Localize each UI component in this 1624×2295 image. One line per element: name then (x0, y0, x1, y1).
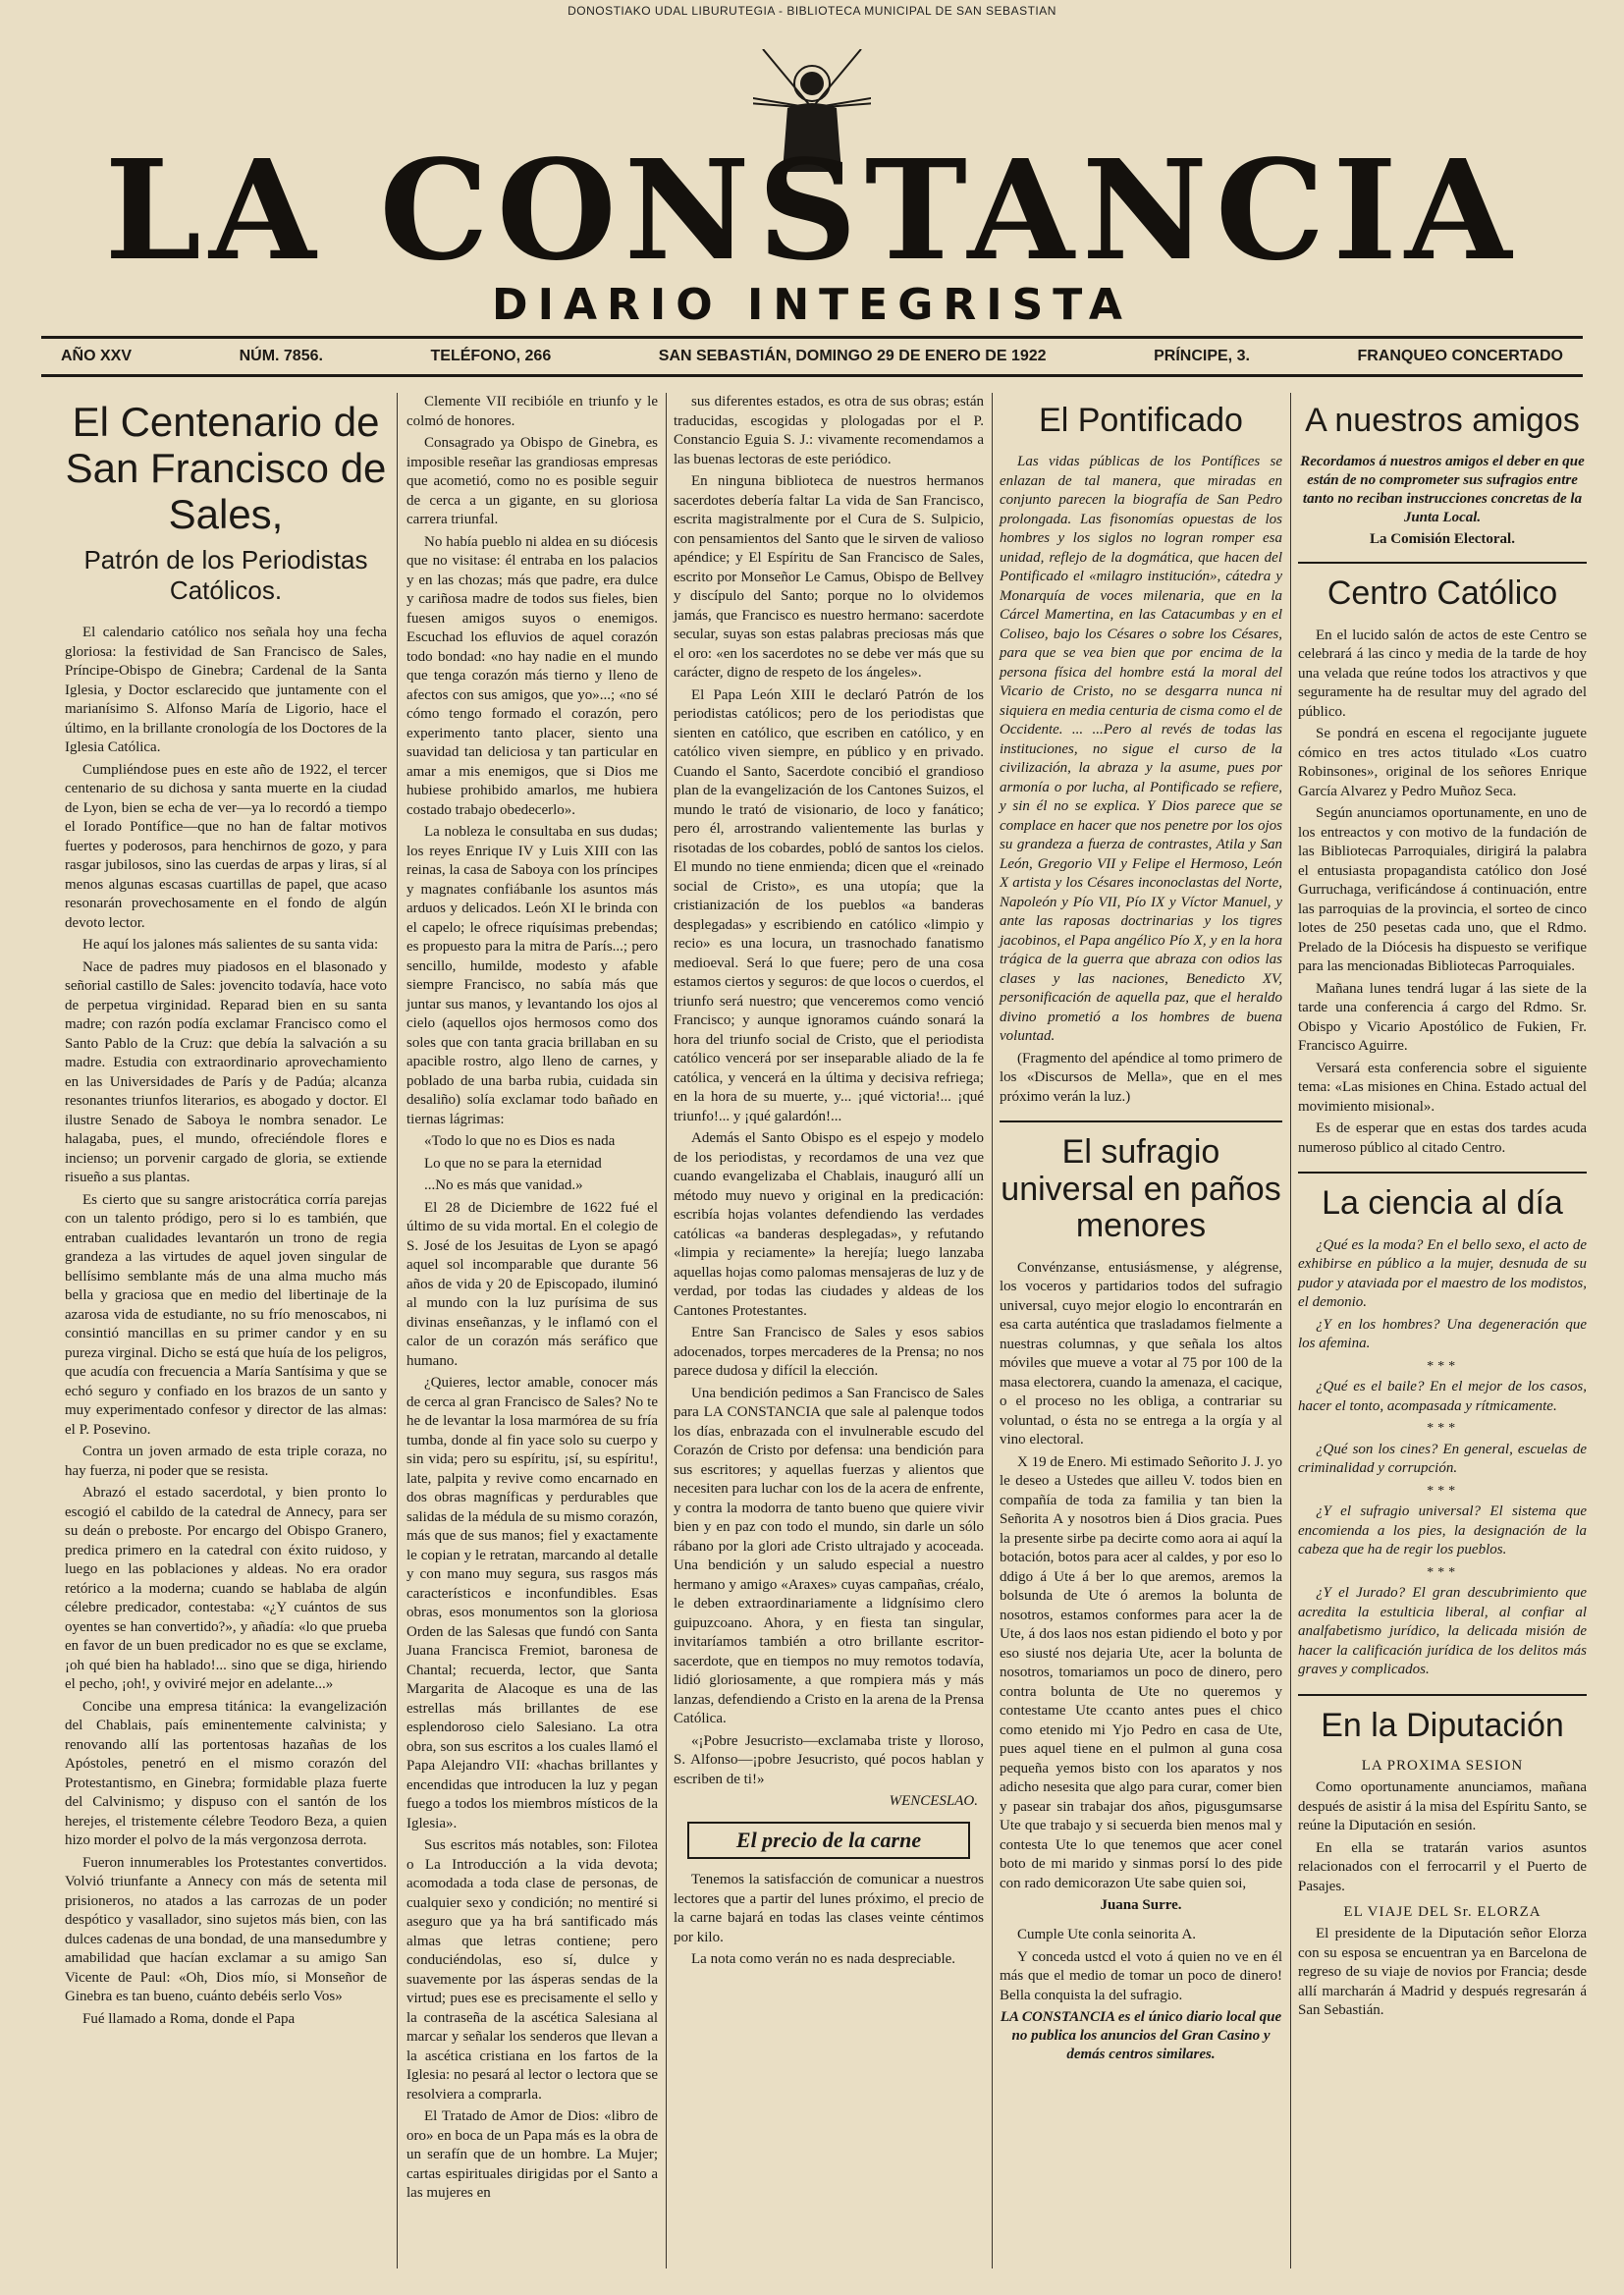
stars-divider: *** (1426, 1421, 1459, 1437)
section-title: Centro Católico (1326, 574, 1558, 613)
column-rule (992, 393, 993, 2268)
paragraph: Abrazó el estado sacerdotal, y bien pronto lo escogió el cabildo de la catedral de Annecy, para ser su deán o preboste. Por encargo del Obispo Granero, predica primero en la catedral con éxito ruidoso, y luego en las poblaciones y aldeas. No era orador retórico a la moderna; cuando se hablaba de algún célebre predicador, contestaba: «¿Y cuántos de sus oyentes se han convertido?», y añadía: «lo que prueba en favor de un buen predicador no es que se exclame, ¡oh qué bien ha hablado!... sino que se diga, hiriendo el pecho, ¡oh!, y oviviré mejor en adelante...» (65, 1485, 387, 1693)
column-3 (668, 393, 990, 2278)
issue-year: AÑO XXV (61, 348, 133, 364)
article-body (1298, 1236, 1587, 1680)
qa-item: ¿Qué es el baile? En el mejor de los casos, hacer el tonto, acompasada y rítmicamente. (1298, 1379, 1587, 1414)
issue-date: SAN SEBASTIÁN, DOMINGO 29 DE ENERO DE 1922 (658, 348, 1047, 364)
paragraph: Versará esta conferencia sobre el siguiente tema: «Las misiones en China. Estado actual del movimiento misional». (1298, 1060, 1587, 1115)
verse-line: ...No es más que vanidad.» (424, 1177, 583, 1193)
paragraph: El calendario católico nos señala hoy una fecha gloriosa: la festividad de San Francisco de Sales, Príncipe-Obispo de Ginebra; Cardenal de la Santa Iglesia, y Doctor esclarecido que juntamente con el marianísimo S. Alfonso María de Ligorio, hace el último, en la brillante cronología de los Doctores de la Iglesia Católica. (65, 625, 387, 756)
column-2 (401, 393, 664, 2278)
qa-item: ¿Y el Jurado? El gran descubrimiento que acredita la estulticia liberal, al confiar al analfabetismo jurídico, la delicada misión de hacer la calificación jurídica de los delitos más graves y complicados. (1298, 1585, 1587, 1678)
column-rule (1290, 393, 1291, 2268)
paragraph: Concibe una empresa titánica: la evangelización del Chablais, país eminentemente calvinista; y renovando allí las portentosas hazañas de los Apóstoles, penetró en el mismo corazón del Protestantismo, en Ginebra; formidable plaza fuerte del Calvinismo; y dispuso con el santón de los herejes, el tristemente célebre Teodoro Beza, a quien hizo morder el polvo de la más vergonzosa derrota. (65, 1698, 387, 1849)
article-body (1298, 1925, 1587, 2021)
notice: LA CONSTANCIA es el único diario local que no publica los anuncios del Gran Casino y demás centros similares. (1000, 2009, 1282, 2063)
article-subtitle: Patrón de los Periodistas Católicos. (83, 545, 368, 606)
qa-item: ¿Qué es la moda? En el bello sexo, el acto de exhibirse en público a la mujer, desnuda de su pudor y ataviada por el maestro de los modistos, el demonio. (1298, 1236, 1587, 1311)
column-rule (397, 393, 398, 2268)
section-divider (1298, 1172, 1587, 1174)
verse-line: «Todo lo que no es Dios es nada (424, 1133, 616, 1149)
paragraph: En ella se tratarán varios asuntos relacionados con el ferrocarril y el Puerto de Pasajes. (1298, 1839, 1587, 1894)
paragraph: El Papa León XIII le declaró Patrón de los periodistas católicos; pero de los periodistas que sienten en católico, que escriben en católico, y en católico viven siempre, en público y en privado. Cuando el Santo, Sacerdote concibió el grandioso plan de la evangelización de los Cantones Suizos, el mundo le trató de visionario, de loco y fanático; pero él, arrostrando valientemente las burlas y risotadas de los cobardes, pobló de santos los cielos. El mundo no tiene enmienda; dicen que el «reinado social de Cristo», es una utopía; que la cristianización de los pueblos «a banderas desplegadas» y escribiendo en católico «limpio y recio» es una locura, un trasnochado fanatismo medioeval. Será lo que fuere; pero de una cosa estamos ciertos y seguros: de que locos o cuerdos, el triunfo será nuestro; que venceremos como venció Francisco; y aunque ignoramos cuándo sonará la hora del triunfo social de Cristo, que el periodista católico vencerá por ser inseparable aliado de la fe católica, y vencerá en la última y decisiva refriega; en la hora de su muerte, y... ¡qué victoria!... ¡qué triunfo!... y ¡qué galardón!... (674, 686, 984, 1124)
article-body (1000, 1050, 1282, 1108)
column-5 (1292, 393, 1593, 2278)
paragraph: He aquí los jalones más salientes de su santa vida: (82, 937, 379, 954)
paragraph: No había pueblo ni aldea en su diócesis que no visitase: él entraba en los palacios y en las chozas; más que padre, era dulce y cariñosa madre de todos sus fieles, bien fuesen amigos suyos o enemigos. Escuchad los efluvios de aquel corazón todo bondad: «no hay nadie en el mundo que tenga corazón más tierno y lleno de afectos con sus amigos, que yo»...; «no sé cómo tengo formado el corazón, pero experimento tanto placer, siento una suavidad tan deliciosa y tan particular en amar a mis enemigos, que si Dios me hubiese prohibido amarlos, me hubiera costado trabajo obedecerlo». (406, 533, 658, 818)
paragraph: Es de esperar que en estas dos tardes acuda numeroso público al citado Centro. (1298, 1120, 1587, 1156)
paragraph: Fueron innumerables los Protestantes convertidos. Volvió triunfante a Annecy con más de setenta mil prisioneros, no atados a las carrozas de un poder despótico y vasallador, sino sujetos más bien, con las dulces cadenas de una bondad, de una mansedumbre y amabilidad que hacían exclamar a su amigo San Vicente de Paul: «Oh, Dios mío, si Monseñor de Ginebra es tan bueno, cuánto debéis serlo Vos» (65, 1854, 387, 2005)
paragraph: La nobleza le consultaba en sus dudas; los reyes Enrique IV y Luis XIII con las reinas, la casa de Saboya con los príncipes y magnates confiábanle los asuntos más arduos y delicados. León XI le brinda con el capelo; le ofrece riquísimas prebendas; es propuesto para la mitra de París...; pero sencillo, humilde, modesto y afable siempre Francisco, no sabía más que juntar sus manos, y levantando los ojos al cielo (aquellos ojos hermosos como dos soles que con tanta gracia brillaban en su apacible rostro, algo lleno de carnes, y poblado de una barba rubia, cuidada sin desaliño) solía exclamar todo bañado en tiernas lágrimas: (406, 824, 658, 1127)
article-signature: WENCESLAO. (889, 1793, 978, 1809)
newspaper-title: LA CONSTANCIA (104, 131, 1520, 292)
footnote: (Fragmento del apéndice al tomo primero de los «Discursos de Mella», que en el mes próximo verán la luz.) (1000, 1050, 1282, 1105)
article-body (65, 624, 387, 2029)
paragraph: Clemente VII recibióle en triunfo y le colmó de honores. (406, 394, 658, 429)
article-title: El Centenario de San Francisco de Sales, (65, 399, 387, 538)
column-4 (994, 393, 1288, 2278)
section-title-box: El precio de la carne (687, 1822, 970, 1859)
paragraph: Cumpliéndose pues en este año de 1922, el tercer centenario de su dichosa y santa muerte en la ciudad de Lyon, bien se echa de ver—ya lo recordó a tiempo el Iorado Pontífice—que no han de faltar motivos fuertes y poderosos, para henchirnos de gozo, y para rasgar jubilosos, sino las cuerdas de arpas y liras, sí al menos algunas escasas cuartillas de papel, que acaso resonarán provechosamente en el fondo de algún devoto lector. (65, 761, 387, 931)
article-body (674, 393, 984, 1789)
section-title: La ciencia al día (1322, 1184, 1563, 1223)
qa-item: ¿Qué son los cines? En general, escuelas de criminalidad y corrupción. (1298, 1441, 1587, 1477)
paragraph: Como oportunamente anunciamos, mañana después de asistir á la misa del Espíritu Santo, se reúne la Diputación en sesión. (1298, 1779, 1587, 1834)
archive-header-notice: DONOSTIAKO UDAL LIBURUTEGIA - BIBLIOTECA MUNICIPAL DE SAN SEBASTIAN (568, 4, 1056, 18)
paragraph: sus diferentes estados, es otra de sus obras; están traducidas, escogidas y plologadas por el P. Constancio Eguia S. J.: vivamente recomendamos a las buenas lectoras de este periódico. (674, 394, 984, 467)
article-body (1000, 453, 1282, 1047)
stars-divider: *** (1426, 1483, 1459, 1499)
paragraph: Según anunciamos oportunamente, en uno de los entreactos y con motivo de la fundación de las Bibliotecas Parroquiales, dirigirá la palabra el entusiasta propagandista católico don José Gurruchaga, verificándose á continuación, entre las parroquias de la provincia, el sorteo de cinco lotes de 250 pesetas cada uno, que el Rdmo. Prelado de la Diócesis ha dispuesto se verifique para las mencionadas Bibliotecas Parroquiales. (1298, 805, 1587, 975)
paragraph: La nota como verán no es nada despreciable. (691, 1951, 956, 1967)
paragraph: Mañana lunes tendrá lugar á las siete de la tarde una conferencia á cargo del Rdmo. Sr. Obispo y Vicario Apostólico de Fukien, Fr. Francisco Aguirre. (1298, 980, 1587, 1055)
paragraph: Cumple Ute conla seinorita A. (1017, 1927, 1197, 1943)
subsection-title: LA PROXIMA SESION (1361, 1758, 1524, 1775)
letter-signature: Juana Surre. (1100, 1897, 1182, 1914)
masthead (39, 39, 1585, 334)
paragraph: Y conceda ustcd el voto á quien no ve en él más que el medio de tomar un poco de dinero! Bella conquista la del sufragio. (1000, 1948, 1282, 2003)
notice: Recordamos á nuestros amigos el deber en que están de no comprometer sus sufragios entre tanto no reciban instrucciones concretas de la Junta Local. (1300, 454, 1585, 526)
notice-signature: La Comisión Electoral. (1370, 531, 1515, 548)
paragraph: El presidente de la Diputación señor Elorza con su esposa se encuentran ya en Barcelona de regreso de su viaje de novios por Francia; desde allí marcharán á Madrid y después regresarán á San Sebastián. (1298, 1926, 1587, 2019)
article-body (406, 393, 658, 2204)
section-title: A nuestros amigos (1305, 402, 1580, 439)
paragraph: Las vidas públicas de los Pontífices se enlazan de tal manera, que miradas en conjunto parecen la biografía de San Pedro prolongada. Las fisonomías opuestas de los hombres y los siglos no logran romper esa unidad, reflejo de la dogmática, que hacen del Pontificado el «milagro institución», cátedra y Monarquía de voces milenaria, que en la Cárcel Mamertina, en las Catacumbas y en el Coliseo, bajo los Césares o sobre los Césares, para que se vea bien que por encima de la persona física del hombre está la moral del Vicario de Cristo, no se desgarra nunca ni siquiera en media centuria de cisma como el de Occidente. ... ...Pero al revés de todas las instituciones, no sigue el curso de la civilización, la abraza y la asume, pues por armonía o por lucha, al Pontificado se refiere, y sin él no se explica. Y Dios parece que se complace en hacer que nos penetre por los ojos su grandeza a fuerza de contrastes, Atila y San León, Gregorio VII y Felipe el Hermoso, León X artista y los Césares inconoclastas del Norte, Napoleón y Pío VII, Pío IX y Víctor Manuel, y ante las raposas doctrinarias y los tigres jacobinos, el Papa angélico Pío X, y en la hora trágica de la guerra que abraza con odios las clases y las naciones, Benedicto XV, personificación de aquella paz, que el heraldo divino prometió a los hombres de buena voluntad. (1000, 454, 1282, 1045)
paragraph: Fué llamado a Roma, donde el Papa (82, 2010, 296, 2027)
paragraph: X 19 de Enero. Mi estimado Señorito J. J. yo le deseo a Ustedes que ailleu V. todos bien en compañía de toda za familia y tan bien la Señorita A y nosotros bien á Dios gracia. Pues la presente sirbe pa decirte como aora ai aquí la botación, botos para acer al caldes, y por eso lo ddigo á Ute á ber lo que aremos, aremos la bolsunda de Ute ó aremos la bolunta de nosotros, estamos conformes para acer la de Ute, á dos laos nos estan pidiendo el boto y por eso siusté nos dejaria Ute, acer la bolunta de nosotros, tomariamos un poco de dinero, pero contra bolunta de Ute no queremos y contestame Ute ccanto antes pues el chico como etenido mi Yjo Pedro en casa de Ute, pues aquel tiene en el pulmon al guna cosa pequeña yemos bisto con los aparatos y nos adicho nesesita que algo para curar, comer bien y pasear sin trabajar dos años, pigusgumsarse Ute que trabajo y si secuerda bien menos mal y contesta Ute lo que tenemos que acer conel boto de mi marido y sinmas porsí lo des pide con rado demicorazon Ute sabe quien soi, (1000, 1453, 1282, 1891)
section-divider (1298, 562, 1587, 564)
paragraph: Se pondrá en escena el regocijante juguete cómico en tres actos titulado «Los cuatro Robinsones», original de los señores Enrique García Alvarez y Pedro Muñoz Seca. (1298, 726, 1587, 799)
stars-divider: *** (1426, 1358, 1459, 1374)
paragraph: ¿Quieres, lector amable, conocer más de cerca al gran Francisco de Sales? No te he de levantar la losa marmórea de su fría tumba, donde al fin yace solo su cuerpo y sin vida; pero su espíritu, ¡sí, su espíritu!, late, palpita y revive como encarnado en dos obras magníficas y perdurables que salidas de la médula de su mismo corazón, más que de sus manos; fiel y exactamente le copian y le retratan, marcando al detalle y con mano muy segura, sus rasgos más característicos e inconfundibles. Esas obras, esos monumentos son la gloriosa Orden de las Salesas que fundó con Santa Juana Francisca Fremiot, baronesa de Chantal; recuerda, lector, que Santa Margarita de Alacoque es una de las estrellas más brillantes de ese esplendoroso cielo Salesiano. La otra obra, son sus escritos a los cuales llamó el Papa Alejandro VII: «hachas brillantes y encendidas que introducen la luz y pegan fuego a todos los miembros místicos de la Iglesia». (406, 1375, 658, 1831)
issue-postage: FRANQUEO CONCERTADO (1357, 348, 1563, 364)
issue-info-bar (41, 336, 1583, 377)
column-rule (666, 393, 667, 2268)
qa-item: ¿Y el sufragio universal? El sistema que encomienda a los pies, la designación de la cabeza que ha de regir los pueblos. (1298, 1503, 1587, 1558)
paragraph: Una bendición pedimos a San Francisco de Sales para LA CONSTANCIA que sale al palenque todos los días, enbrazada con el invulnerable escudo del Corazón de Cristo por defensa: una bendición para sus escritores; y aquellas fuerzas y alientos que necesiten para luchar con los de la acera de enfrente, y contra la modorra de tanto bueno que quiere vivir bien y en paz con todo el mundo, sin darle un sólo rábano por la glori ade Cristo ultrajado y acoceada. Una bendición y un saludo especial a nuestro hermano y amigo «Araxes» cuyas campañas, créalo, le deben extraordinariamente a lidgnísimo clero guipuzcoano. Ahora, y en fiesta tan singular, invitaríamos también a otro brillante escritor-sacerdote, que en tiempos no muy remotos todavía, lidió gloriosamente, a que rompiera más y más lanzas, defendiendo a Cristo en la arena de la Prensa Católica. (674, 1385, 984, 1726)
paragraph: Sus escritos más notables, son: Filotea o La Introducción a la vida devota; acomodada a toda clase de personas, de cualquier sexo y condición; no mentiré si aseguro que ya ha brá santificado más almas que letras contiene; pero conduciéndolas, eso sí, dulce y suavemente por las ásperas sendas de la virtud; pues ese es precisamente el sello y la contraseña de la ascética Salesiana al marcar y señalar los senderos que llevan a la ascética cristiana en los fartos de la Iglesia: no pesará al lector o lectora que se resolviera a comprarla. (406, 1837, 658, 2103)
issue-phone: TELÉFONO, 266 (430, 348, 552, 364)
paragraph: Entre San Francisco de Sales y esos sabios adocenados, torpes mercaderes de la Prensa; no nos parece dudosa y difícil la elección. (674, 1325, 984, 1379)
paragraph: Consagrado ya Obispo de Ginebra, es imposible reseñar las grandiosas empresas que acometió, como no es posible seguir de cerca a un gigante, en su gloriosa carrera triunfal. (406, 435, 658, 527)
paragraph: Contra un joven armado de esta triple coraza, no hay fuerza, ni poder que se resista. (65, 1444, 387, 1479)
paragraph: Convénzanse, entusiásmense, y alégrense, los voceros y partidarios todos del sufragio universal, cuyo mejor elogio lo encontrarán en esa carta auténtica que trasladamos fielmente a nuestras columnas, y que señala los altos móviles que mueve a votar al 75 por 100 de la masa electorera, cuando la amenaza, el cacique, o el proceso no les obliga, a contrariar su voluntad, o ésta no se entrega a la orgía y al vino electoral. (1000, 1259, 1282, 1448)
issue-address: PRÍNCIPE, 3. (1154, 348, 1250, 364)
issue-number: NÚM. 7856. (239, 348, 323, 364)
section-divider (1000, 1120, 1282, 1122)
paragraph: «¡Pobre Jesucristo—exclamaba triste y lloroso, S. Alfonso—¡pobre Jesucristo, qué pocos hablan y escriben de ti!» (674, 1732, 984, 1787)
subsection-title: EL VIAJE DEL Sr. ELORZA (1343, 1904, 1542, 1921)
section-title: El sufragio universal en paños menores (1001, 1133, 1281, 1245)
article-body (1298, 1778, 1587, 1896)
article-body (674, 1871, 984, 1970)
paragraph: Tenemos la satisfacción de comunicar a nuestros lectores que a partir del lunes próximo, el precio de la carne bajará en todas las clases veinte céntimos por kilo. (674, 1872, 984, 1945)
paragraph: Nace de padres muy piadosos en el blasonado y señorial castillo de Sales: jovencito todavía, hace voto de perpetua virginidad. Reparad bien en su santa madre; con razón podía exclamar Francisco como el Santo Pablo de la Cruz: que debía la salvación a su madre. Estudia con extraordinario aprovechamiento en las Universidades de París y de Padúa; alcanza resonantes triunfos literarios, es abogado y doctor. El ilustre Senado de Saboya le nombra senador. Le halagaba, pues, el mundo, ofreciéndole flores e incienso; un porvenir cargado de gloria, se extiende risueño a sus plantas. (65, 958, 387, 1186)
paragraph: El Tratado de Amor de Dios: «libro de oro» en boca de un Papa más es la obra de un serafín que de un hombre. La Mujer; cartas espirituales dirigidas por el Santo a las mujeres en (406, 2108, 658, 2201)
newspaper-subtitle: DIARIO INTEGRISTA (492, 280, 1132, 330)
stars-divider: *** (1426, 1564, 1459, 1580)
section-title: En la Diputación (1321, 1706, 1564, 1744)
paragraph: Es cierto que su sangre aristocrática corría parejas con un talento pródigo, pero si lo es también, que entraban cualidades levantarón un trono de regia grandeza a las virtudes de aquel joven singular de bellísimo semblante más de una alma mucho más bella y graciosa que en medio del libertinaje de la azarosa vida de estudiante, no su frío menoscabos, ni consintió mancillas en su primer candor y en su pureza virginal. Dicho se está que huía de los peligros, que acudía con frecuencia a María Santísima y que se echó seguro y confiado en los brazos de un santo y muy experimentado confesor y director de las almas: el P. Posevino. (65, 1191, 387, 1438)
paragraph: Además el Santo Obispo es el espejo y modelo de los periodistas, y recordamos de una vez que cuando evangelizaba el Chablais, inauguró allí un método muy nuevo y original en la predicación: escribía hojas volantes defendiendo las verdades católicas «a banderas desplegadas», y refutando «limpia y reciamente» la herejía; luego lanzaba aquellas hojas como palomas mensajeras de luz y de verdad, por todas las ciudades y aldeas de los Cantones Protestantes. (674, 1130, 984, 1319)
paragraph: En ninguna biblioteca de nuestros hermanos sacerdotes debería faltar La vida de San Francisco, escrita magistralmente por el Cura de S. Sulpicio, con pensamientos del Santo que le sirven de valioso apéndice; y El Espíritu de San Francisco de Sales, escrito por Monseñor Le Camus, Obispo de Bellvey y discípulo del Santo; porque no lo olvidemos jamás, que Francisco es nuestro hermano: sacerdote secular, suyas son estas palabras preciosas más que el oro: «en los sacerdotes no se debe ver más que su carácter, digno de respeto de los ángeles». (674, 473, 984, 681)
section-title: El Pontificado (1039, 402, 1243, 439)
article-body (1000, 1926, 1282, 2005)
paragraph: En el lucido salón de actos de este Centro se celebrará á las cinco y media de la tarde de hoy una velada que reúne todos los atractivos y que seguramente ha de resultar muy del agrado del público. (1298, 627, 1587, 720)
section-divider (1298, 1694, 1587, 1696)
paragraph: El 28 de Diciembre de 1622 fué el último de su vida mortal. En el colegio de S. José de los Jesuitas de Lyon se apagó aquel sol incomparable que durante 56 años de vida y 20 de Episcopado, iluminó al mundo con la luz purísima de sus divinas enseñanzas, y le inflamó con el calor de un corazón más seráfico que humano. (406, 1199, 658, 1369)
article-body (1298, 627, 1587, 1159)
qa-item: ¿Y en los hombres? Una degeneración que los afemina. (1298, 1316, 1587, 1352)
column-1 (59, 393, 393, 2278)
verse-line: Lo que no se para la eternidad (424, 1155, 602, 1172)
article-body (1000, 1259, 1282, 1894)
